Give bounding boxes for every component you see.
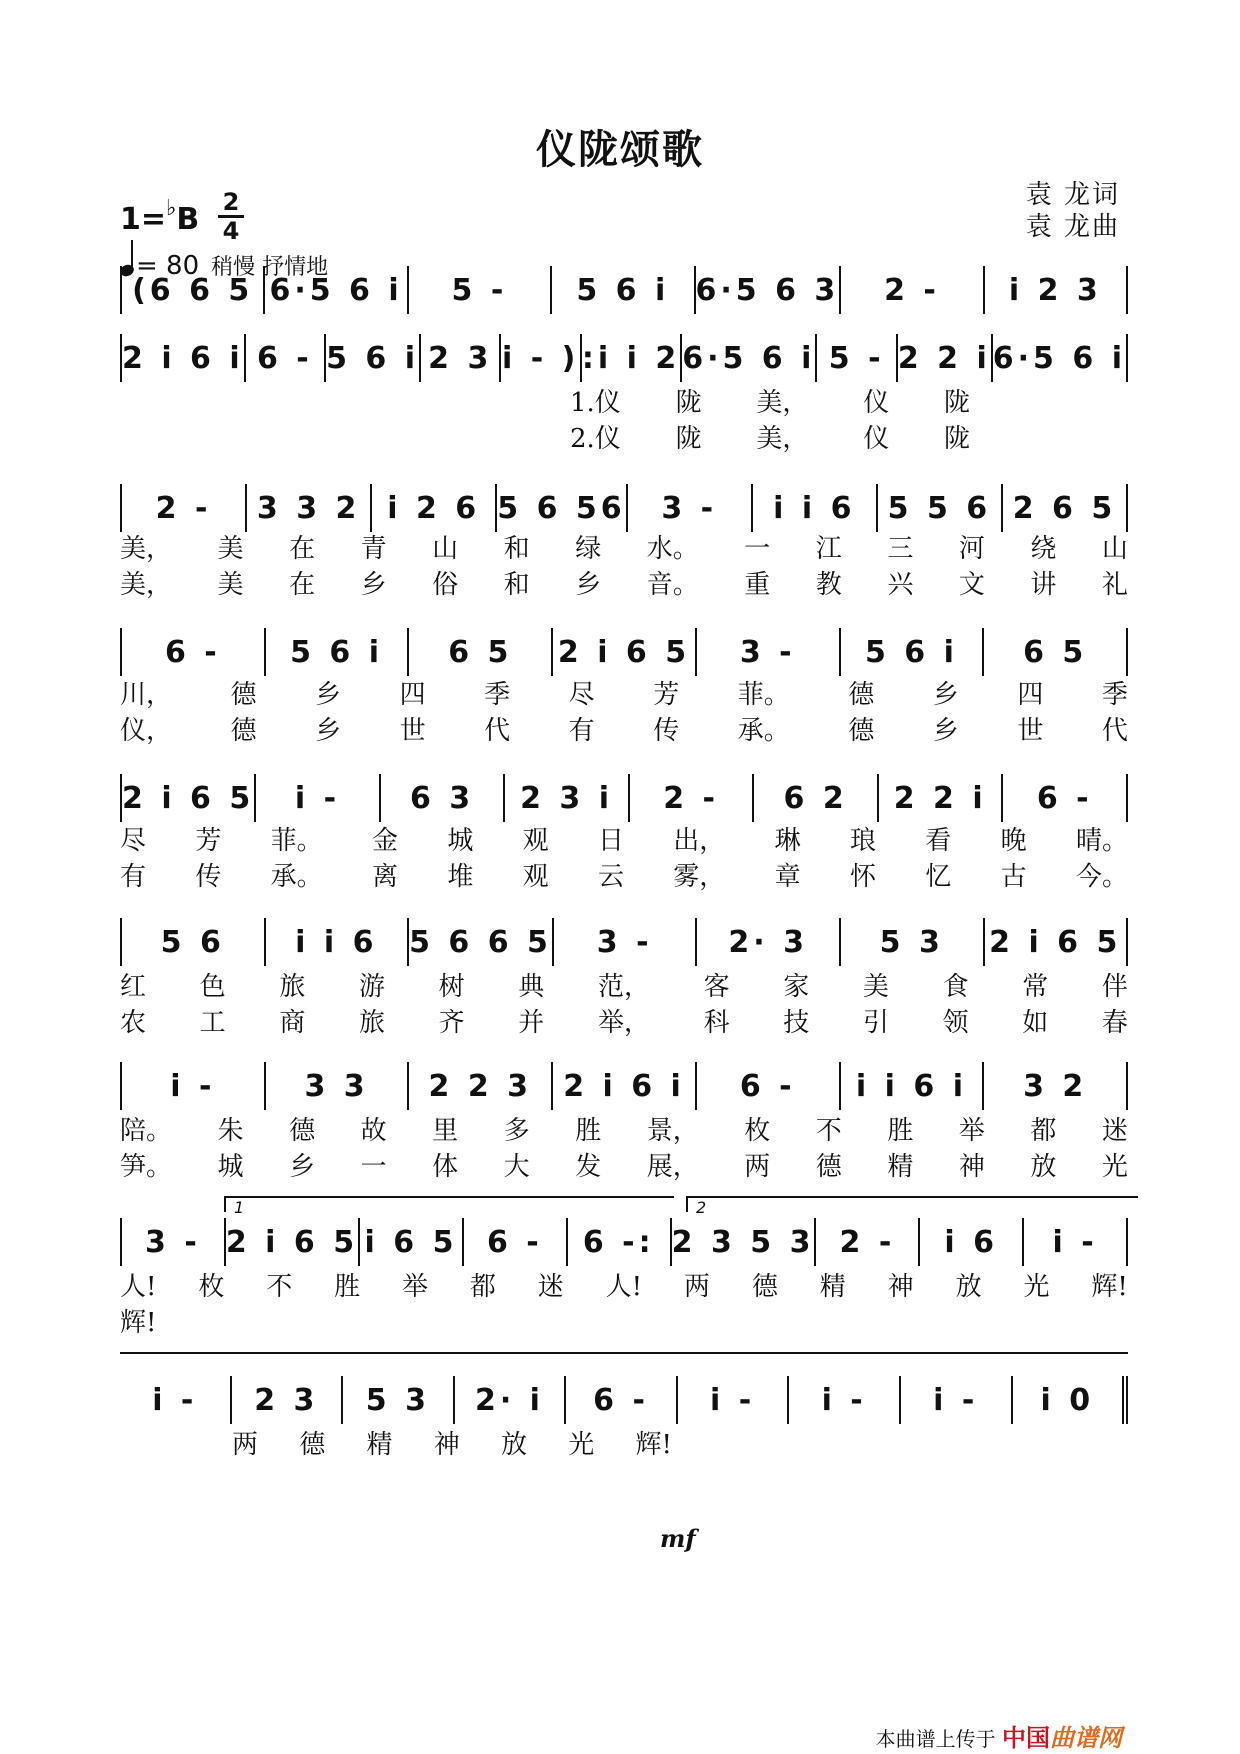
lyric-char: 农 [120,1008,147,1038]
lyric-char: 陪。 [120,1116,173,1146]
lyric-char: 绕 [1030,534,1057,564]
lyric-char: 胜 [334,1272,361,1302]
measure: 2 2 i [879,774,1004,822]
lyric-char: 美， [120,570,173,600]
measure: i - [120,1376,232,1424]
lyric-char: 引 [862,1008,889,1038]
lyric-char: 美 [217,534,244,564]
lyric-char: 城 [217,1152,244,1182]
lyric-char: 俗 [432,570,459,600]
measure: 3 - [120,1218,226,1266]
measure: i - [120,1062,266,1110]
lyric-char: 江 [815,534,842,564]
measure: 3 - [697,628,841,676]
lyric-char: 光 [568,1430,595,1460]
measure: 5 6 i [326,334,421,382]
measure: 6 2 [754,774,879,822]
measure: 5 5 6 [878,484,1003,532]
lyric-char: 仪 [863,424,890,454]
lyric-char: 春 [1101,1008,1128,1038]
lyric-char: 美， [120,534,173,564]
measure: 2 2 i [898,334,993,382]
measure: 2 - [841,266,984,314]
staff-row-3 [120,484,1128,532]
lyric-char: 光 [1101,1152,1128,1182]
key-signature [120,196,199,237]
lyric-char: 四 [1017,680,1044,710]
lyric-char: 承。 [270,862,323,892]
staff-row-7 [120,1062,1128,1110]
lyric-char: 精 [887,1152,914,1182]
measure: :i i 2 [582,334,682,382]
lyric-char: 传 [195,862,222,892]
lyric-char: 辉! [120,1308,157,1338]
measure: 6 -: [568,1218,672,1266]
lyric-char: 发 [575,1152,602,1182]
measure: 6 - [120,628,266,676]
measure: i 2 3 [985,266,1128,314]
measure: i 6 [920,1218,1024,1266]
lyric-char: 文 [958,570,985,600]
staff-row-8 [120,1218,1128,1266]
tie-line [120,1352,1128,1354]
lyric-char: 故 [360,1116,387,1146]
measure: 3 3 [266,1062,410,1110]
lyric-char: 放 [955,1272,982,1302]
lyric-char: 青 [360,534,387,564]
time-top: 2 [222,188,240,216]
lyric-line [570,382,970,419]
lyric-char: 体 [432,1152,459,1182]
lyric-char: 尽 [120,826,147,856]
measure: 6 3 [381,774,506,822]
lyric-char: 讲 [1030,570,1057,600]
lyric-char: 笋。 [120,1152,173,1182]
lyric-char: 仪， [120,716,173,746]
lyric-char: 枚 [744,1116,771,1146]
lyric-line [120,1302,1128,1339]
lyric-char: 辉! [1091,1272,1128,1302]
lyric-char: 乡 [932,716,959,746]
lyric-char: 怀 [849,862,876,892]
lyric-char: 金 [371,826,398,856]
row-notes [120,1376,1128,1424]
measure: 2 - [630,774,755,822]
row-notes [120,628,1128,676]
footer-brand[interactable]: 中国 [1002,1724,1050,1752]
row-notes [120,334,1128,382]
measure: 5 - [409,266,552,314]
measure: (6 6 5 [120,266,265,314]
lyric-char: 美 [862,972,889,1002]
lyric-char: 德 [848,680,875,710]
lyric-char: 云 [597,862,624,892]
time-bottom: 4 [222,217,240,245]
lyric-char: 在 [289,570,316,600]
lyric-char: 胜 [575,1116,602,1146]
staff-row-5 [120,774,1128,822]
lyric-char: 德 [230,716,257,746]
measure: 2 3 [421,334,501,382]
lyric-char: 都 [469,1272,496,1302]
lyric-char: 两 [744,1152,771,1182]
measure: 6·5 6 3 [696,266,842,314]
lyric-char: 山 [432,534,459,564]
lyric-char: 出， [673,826,726,856]
lyric-line [120,856,1128,893]
lyric-char: 齐 [438,1008,465,1038]
volta-1: 1 [224,1196,674,1212]
staff-row-9 [120,1376,1128,1424]
lyric-char: 领 [942,1008,969,1038]
lyric-char: 仪 [863,388,890,418]
row-notes [120,1062,1128,1110]
lyric-char: 景， [646,1116,699,1146]
lyric-char: 并 [518,1008,545,1038]
lyric-char: 陇 [943,424,970,454]
lyric-char: 技 [783,1008,810,1038]
lyric-char: 伴 [1101,972,1128,1002]
lyric-char: 陇 [675,388,702,418]
lyric-line [120,564,1128,601]
measure: 2 6 5 [1003,484,1128,532]
measure: i - [789,1376,901,1424]
measure: 5 6 6 5 [409,918,554,966]
measure: i i 6 i [841,1062,985,1110]
lyric-char: 承。 [737,716,790,746]
lyric-char: 水。 [646,534,699,564]
lyric-char: 德 [815,1152,842,1182]
lyric-char: 有 [568,716,595,746]
lyric-char: 精 [366,1430,393,1460]
lyric-char: 离 [371,862,398,892]
lyric-char: 乡 [315,716,342,746]
row-notes [120,774,1128,822]
measure: 5 6 i [552,266,695,314]
measure: 6·5 6 i [682,334,817,382]
measure: 2· i [455,1376,567,1424]
lyric-char: 两 [684,1272,711,1302]
measure: i 0 [1013,1376,1129,1424]
lyric-char: 季 [1101,680,1128,710]
lyric-char: 商 [279,1008,306,1038]
lyricist: 袁 龙词 [1025,180,1120,210]
measure: 3 3 2 [247,484,372,532]
measure: 2 - [120,484,247,532]
measure: 6 - [246,334,326,382]
lyric-char: 美 [217,570,244,600]
lyric-char: 古 [1000,862,1027,892]
lyric-char: 德 [848,716,875,746]
measure: 6·5 6 i [993,334,1128,382]
lyric-char: 一 [360,1152,387,1182]
lyric-char: 重 [744,570,771,600]
lyric-char: 山 [1101,534,1128,564]
lyric-char: 乡 [315,680,342,710]
measure: 2 3 [232,1376,344,1424]
lyric-char: 树 [438,972,465,1002]
lyric-char: 美， [756,388,809,418]
lyric-char: 旅 [279,972,306,1002]
lyric-char: 看 [925,826,952,856]
lyric-char: 神 [887,1272,914,1302]
staff-row-4 [120,628,1128,676]
lyric-char: 观 [522,826,549,856]
measure: 2 3 i [505,774,630,822]
lyric-char: 三 [887,534,914,564]
lyric-char: 展， [646,1152,699,1182]
lyric-line [232,1424,672,1461]
tempo-hint: 稍慢 抒情地 [211,255,329,280]
lyric-char: 精 [819,1272,846,1302]
lyric-char: 传 [653,716,680,746]
lyric-char: 世 [1017,716,1044,746]
measure: 3 - [628,484,753,532]
lyric-char: 放 [1030,1152,1057,1182]
lyric-char: 乡 [575,570,602,600]
lyric-char: 工 [199,1008,226,1038]
row-notes [120,484,1128,532]
lyric-line [120,1146,1128,1183]
dynamic-mf: mf [660,1524,696,1553]
measure: 2 3 5 3 [672,1218,817,1266]
lyric-char: 科 [703,1008,730,1038]
lyric-char: 2.仪 [570,424,621,454]
measure: 2 i 6 i [120,334,246,382]
composer: 袁 龙曲 [1025,212,1120,242]
lyric-char: 不 [266,1272,293,1302]
measure: 5 6 [120,918,266,966]
lyric-char: 尽 [568,680,595,710]
lyric-char: 举 [402,1272,429,1302]
measure: i i 6 [753,484,878,532]
measure: 5 6 i [266,628,410,676]
measure: 2 i 6 5 [553,628,697,676]
lyric-char: 色 [199,972,226,1002]
lyric-char: 1.仪 [570,388,621,418]
measure: 6 - [464,1218,568,1266]
lyric-char: 德 [230,680,257,710]
lyric-char: 食 [942,972,969,1002]
measure: i - [256,774,381,822]
lyric-char: 人! [605,1272,643,1302]
lyric-char: 举， [597,1008,650,1038]
measure: 5 6 i [841,628,985,676]
lyric-char: 季 [484,680,511,710]
lyric-char: 举 [958,1116,985,1146]
lyric-char: 兴 [887,570,914,600]
lyric-char: 神 [433,1430,460,1460]
row-notes [120,1218,1128,1266]
lyric-char: 胜 [887,1116,914,1146]
lyric-char: 绿 [575,534,602,564]
measure: 3 2 [984,1062,1128,1110]
lyric-char: 光 [1023,1272,1050,1302]
footer [876,1718,1122,1753]
staff-row-1 [120,266,1128,314]
measure: 2· 3 [697,918,841,966]
lyric-char: 音。 [646,570,699,600]
flat-sign: ♭ [166,196,177,221]
lyric-char: 德 [751,1272,778,1302]
lyric-char: 朱 [217,1116,244,1146]
lyric-char: 大 [503,1152,530,1182]
lyric-char: 菲。 [270,826,323,856]
lyric-char: 城 [447,826,474,856]
lyric-line [570,418,970,455]
lyric-char: 有 [120,862,147,892]
lyric-char: 德 [299,1430,326,1460]
key-label: 1= [120,202,167,237]
measure: i - [678,1376,790,1424]
measure: 2 2 3 [409,1062,553,1110]
lyric-char: 旅 [358,1008,385,1038]
lyric-char: 芳 [195,826,222,856]
lyric-char: 乡 [289,1152,316,1182]
lyric-char: 章 [774,862,801,892]
lyric-char: 晴。 [1075,826,1128,856]
lyric-line [120,820,1128,857]
lyric-char: 德 [289,1116,316,1146]
lyric-char: 琳 [774,826,801,856]
staff-row-2 [120,334,1128,382]
lyric-char: 红 [120,972,147,1002]
lyric-char: 美， [756,424,809,454]
lyric-char: 常 [1022,972,1049,1002]
lyric-char: 在 [289,534,316,564]
lyric-char: 和 [503,534,530,564]
lyric-line [120,674,1128,711]
measure: 2 i 6 i [553,1062,697,1110]
measure: 5 6 56 [497,484,627,532]
lyric-char: 世 [399,716,426,746]
lyric-char: 菲。 [737,680,790,710]
measure: 6·5 6 i [265,266,408,314]
lyric-char: 乡 [360,570,387,600]
lyric-char: 河 [958,534,985,564]
footer-brand-2[interactable]: 曲谱网 [1050,1724,1122,1752]
lyric-char: 如 [1022,1008,1049,1038]
lyric-char: 代 [1101,716,1128,746]
lyric-char: 客 [703,972,730,1002]
lyric-line [120,1266,1128,1303]
lyric-char: 不 [815,1116,842,1146]
measure: 5 - [817,334,897,382]
measure: 2 i 6 5 [120,774,256,822]
measure: 6 - [1003,774,1128,822]
lyric-char: 神 [958,1152,985,1182]
row-notes [120,266,1128,314]
lyric-char: 堆 [447,862,474,892]
lyric-char: 琅 [849,826,876,856]
measure: 2 - [816,1218,920,1266]
song-title: 仪陇颂歌 [536,126,704,173]
lyric-char: 晚 [1000,826,1027,856]
measure: 6 - [697,1062,841,1110]
measure: 6 5 [984,628,1128,676]
lyric-line [120,1002,1128,1039]
lyric-char: 雾， [673,862,726,892]
lyric-char: 都 [1030,1116,1057,1146]
measure: 6 5 [409,628,553,676]
measure: i 2 6 [372,484,497,532]
lyric-char: 典 [518,972,545,1002]
measure: 5 3 [343,1376,455,1424]
lyric-char: 观 [522,862,549,892]
footer-text: 本曲谱上传于 [875,1727,996,1751]
measure: 2 i 6 5 [226,1218,360,1266]
lyric-char: 和 [503,570,530,600]
volta-2: 2 [686,1196,1138,1212]
lyric-char: 芳 [653,680,680,710]
lyric-char: 放 [501,1430,528,1460]
lyric-char: 两 [232,1430,259,1460]
measure: 5 3 [841,918,985,966]
lyric-char: 陇 [943,388,970,418]
lyric-char: 陇 [675,424,702,454]
lyric-line [120,1110,1128,1147]
lyric-char: 川， [120,680,173,710]
lyric-char: 里 [432,1116,459,1146]
measure: i - [1024,1218,1128,1266]
lyric-line [120,528,1128,565]
lyric-char: 礼 [1101,570,1128,600]
lyric-char: 今。 [1075,862,1128,892]
lyric-char: 代 [484,716,511,746]
measure: i 6 5 [360,1218,464,1266]
lyric-char: 枚 [198,1272,225,1302]
lyric-char: 一 [744,534,771,564]
lyric-char: 教 [815,570,842,600]
tempo-value: = 80 [136,251,200,281]
lyric-char: 乡 [932,680,959,710]
lyric-char: 范， [597,972,650,1002]
lyric-char: 日 [597,826,624,856]
lyric-char: 辉! [635,1430,672,1460]
lyric-char: 忆 [925,862,952,892]
measure: i - [901,1376,1013,1424]
lyric-char: 迷 [1101,1116,1128,1146]
staff-row-6 [120,918,1128,966]
measure: 3 - [554,918,698,966]
lyric-char: 人! [120,1272,157,1302]
time-signature [218,190,244,243]
lyric-line [120,710,1128,747]
lyric-char: 游 [358,972,385,1002]
measure: i - ) [501,334,581,382]
lyric-char: 迷 [537,1272,564,1302]
measure: 6 - [566,1376,678,1424]
lyric-char: 四 [399,680,426,710]
key-note: B [176,202,200,237]
measure: 2 i 6 5 [985,918,1129,966]
lyric-char: 家 [783,972,810,1002]
row-notes [120,918,1128,966]
lyric-char: 多 [503,1116,530,1146]
measure: i i 6 [266,918,410,966]
lyric-line [120,966,1128,1003]
